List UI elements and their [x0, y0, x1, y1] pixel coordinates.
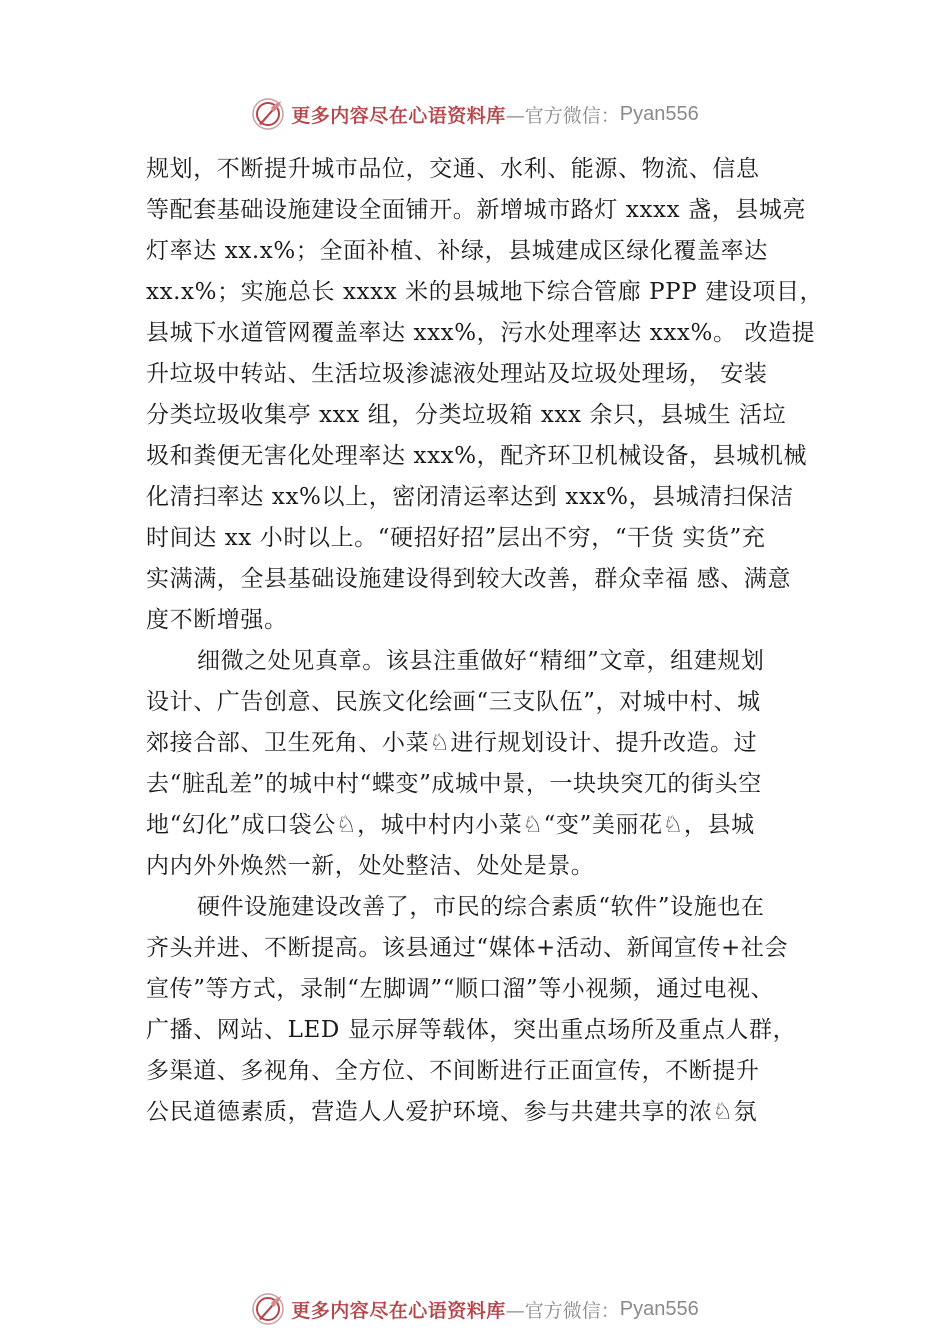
- banner-title: 更多内容尽在心语资料库: [291, 1299, 506, 1322]
- text-line: 广播、网站、LED 显示屏等载体，突出重点场所及重点人群，: [146, 1017, 797, 1043]
- text-line: 多渠道、多视角、全方位、不间断进行正面宣传，不断提升: [146, 1058, 760, 1084]
- banner-wechat-label: —官方微信：: [505, 104, 620, 127]
- paragraph-1: [146, 149, 846, 641]
- banner-wechat-label: —官方微信：: [505, 1299, 620, 1322]
- document-body: [146, 149, 846, 1133]
- banner-wechat-id: Pyan556: [619, 1297, 699, 1320]
- text-line: 度不断增强。: [146, 607, 288, 633]
- footer-banner: [0, 1289, 950, 1329]
- text-line: 规划，不断提升城市品位，交通、水利、能源、物流、信息: [146, 156, 760, 182]
- text-line: 硬件设施建设改善了，市民的综合素质“软件”设施也在: [197, 894, 765, 920]
- quill-circle-logo-icon: [251, 97, 285, 131]
- text-line: 圾和粪便无害化处理率达 xxx%，配齐环卫机械设备，县城机械: [146, 443, 808, 469]
- text-line: 细微之处见真章。该县注重做好“精细”文章，组建规划: [197, 648, 765, 674]
- text-line: 齐头并进、不断提高。该县通过“媒体+活动、新闻宣传+社会: [146, 935, 789, 961]
- banner-wechat-id: Pyan556: [619, 102, 699, 125]
- text-line: 设计、广告创意、民族文化绘画“三支队伍”，对城中村、城: [146, 689, 761, 715]
- text-line: 升垃圾中转站、生活垃圾渗滤液处理站及垃圾处理场， 安装: [146, 361, 768, 387]
- text-line: 时间达 xx 小时以上。“硬招好招”层出不穷，“干货 实货”充: [146, 525, 766, 551]
- paragraph-2: [146, 641, 846, 887]
- text-line: xx.x%；实施总长 xxxx 米的县城地下综合管廊 PPP 建设项目，: [146, 279, 824, 305]
- header-banner: [0, 94, 950, 134]
- text-line: 公民道德素质，营造人人爱护环境、参与共建共享的浓♘氛: [146, 1099, 758, 1125]
- text-line: 郊接合部、卫生死角、小菜♘进行规划设计、提升改造。过: [146, 730, 758, 756]
- text-line: 灯率达 xx.x%；全面补植、补绿，县城建成区绿化覆盖率达: [146, 238, 768, 264]
- text-line: 宣传”等方式，录制“左脚调”“顺口溜”等小视频，通过电视、: [146, 976, 775, 1002]
- text-line: 分类垃圾收集亭 xxx 组，分类垃圾箱 xxx 余只，县城生 活垃: [146, 402, 787, 428]
- text-line: 内内外外焕然一新，处处整洁、处处是景。: [146, 853, 595, 879]
- text-line: 等配套基础设施建设全面铺开。新增城市路灯 xxxx 盏，县城亮: [146, 197, 807, 223]
- text-line: 实满满，全县基础设施建设得到较大改善，群众幸福 感、满意: [146, 566, 792, 592]
- text-line: 去“脏乱差”的城中村“蝶变”成城中景，一块块突兀的街头空: [146, 771, 762, 797]
- quill-circle-logo-icon: [251, 1292, 285, 1326]
- text-line: 地“幻化”成口袋公♘，城中村内小菜♘“变”美丽花♘，县城: [146, 812, 755, 838]
- paragraph-3: [146, 887, 846, 1133]
- banner-title: 更多内容尽在心语资料库: [291, 104, 506, 127]
- text-line: 化清扫率达 xx%以上，密闭清运率达到 xxx%，县城清扫保洁: [146, 484, 794, 510]
- text-line: 县城下水道管网覆盖率达 xxx%，污水处理率达 xxx%。 改造提: [146, 320, 816, 346]
